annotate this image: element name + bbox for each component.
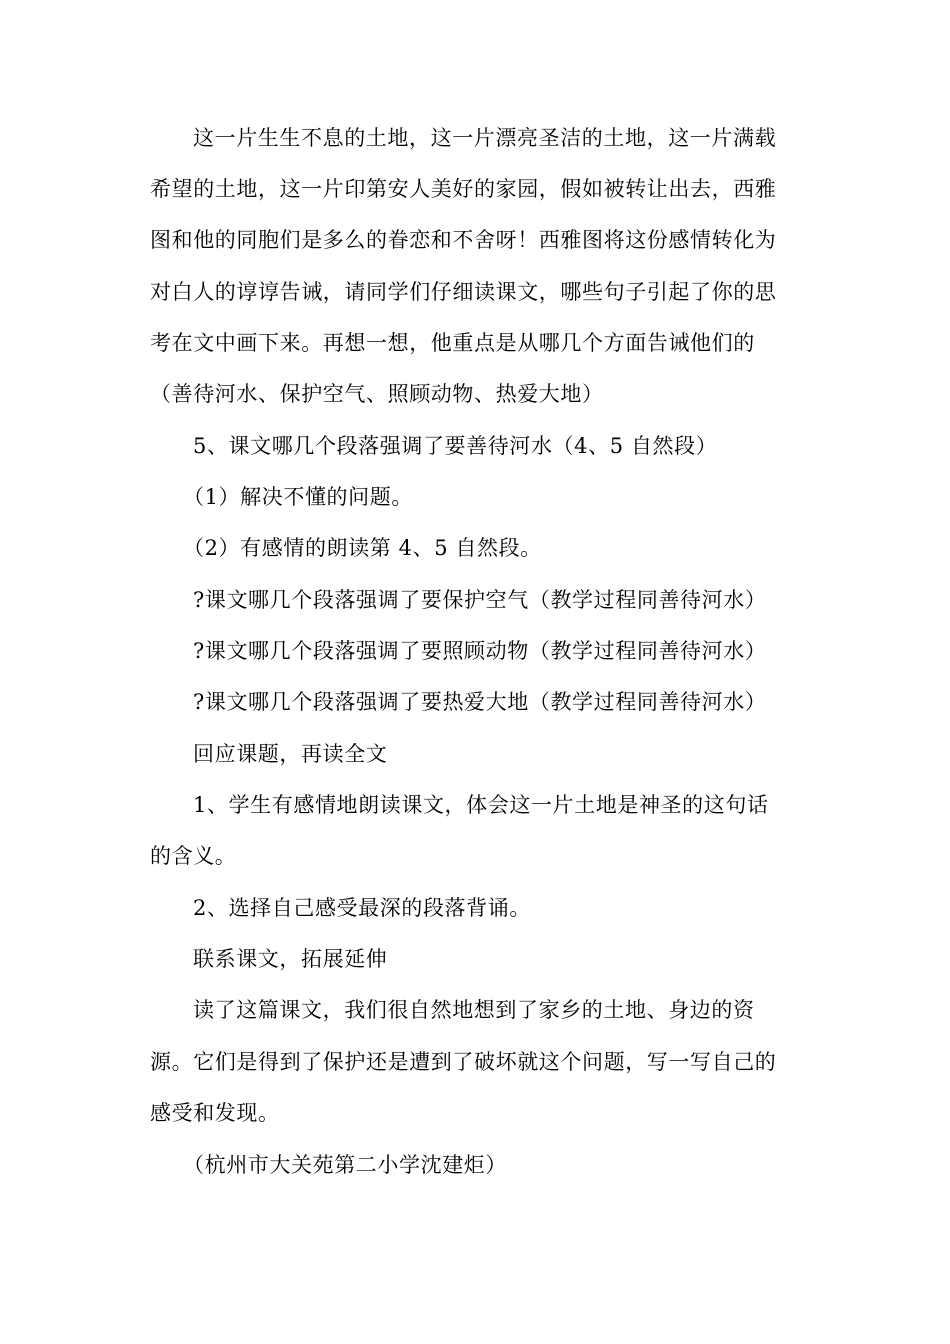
body-text-line: 图和他的同胞们是多么的眷恋和不舍呀！西雅图将这份感情转化为 bbox=[150, 228, 777, 252]
list-item: ?课文哪几个段落强调了要照顾动物（教学过程同善待河水） bbox=[193, 639, 767, 663]
body-text-line: 的含义。 bbox=[150, 844, 237, 868]
body-text-line: （善待河水、保护空气、照顾动物、热爱大地） bbox=[150, 382, 604, 406]
body-text-line: 感受和发现。 bbox=[150, 1101, 280, 1125]
list-item: ?课文哪几个段落强调了要热爱大地（教学过程同善待河水） bbox=[193, 690, 767, 714]
list-item: 1、学生有感情地朗读课文，体会这一片土地是神圣的这句话 bbox=[193, 793, 769, 817]
list-item: （1）解决不懂的问题。 bbox=[183, 485, 413, 509]
list-item: ?课文哪几个段落强调了要保护空气（教学过程同善待河水） bbox=[193, 588, 767, 612]
section-heading: 回应课题，再读全文 bbox=[193, 742, 388, 766]
body-text-line: 对白人的谆谆告诫，请同学们仔细读课文，哪些句子引起了你的思 bbox=[150, 280, 777, 304]
author-credit: （杭州市大关苑第二小学沈建炬） bbox=[183, 1153, 507, 1177]
body-text-line: 读了这篇课文，我们很自然地想到了家乡的土地、身边的资 bbox=[193, 998, 755, 1022]
body-text-line: 源。它们是得到了保护还是遭到了破坏就这个问题，写一写自己的 bbox=[150, 1050, 777, 1074]
body-text-line: 这一片生生不息的土地，这一片漂亮圣洁的土地，这一片满载 bbox=[193, 126, 777, 150]
list-item: （2）有感情的朗读第 4、5 自然段。 bbox=[183, 536, 542, 560]
list-item: 2、选择自己感受最深的段落背诵。 bbox=[193, 896, 531, 920]
body-text-line: 希望的土地，这一片印第安人美好的家园，假如被转让出去，西雅 bbox=[150, 177, 777, 201]
section-heading: 联系课文，拓展延伸 bbox=[193, 947, 388, 971]
list-item: 5、课文哪几个段落强调了要善待河水（4、5 自然段） bbox=[193, 434, 718, 458]
body-text-line: 考在文中画下来。再想一想，他重点是从哪几个方面告诫他们的 bbox=[150, 331, 755, 355]
